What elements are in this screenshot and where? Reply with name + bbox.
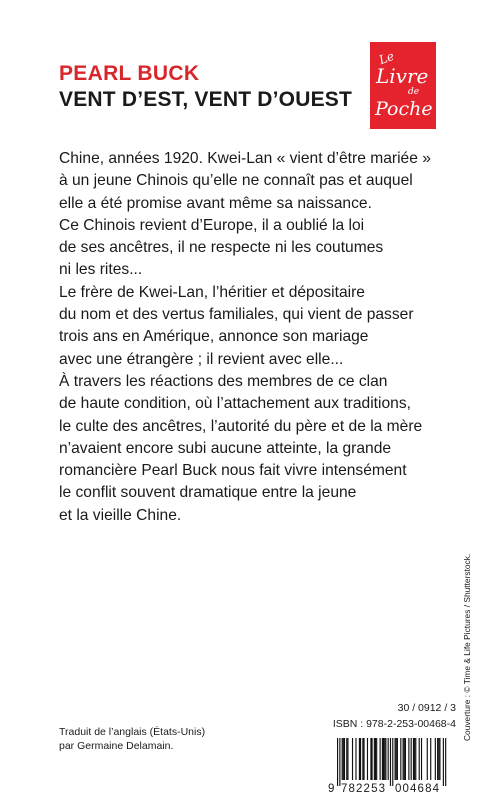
- barcode-bar: [397, 738, 398, 780]
- barcode-bar: [390, 738, 391, 786]
- barcode-bar: [344, 738, 345, 780]
- barcode-bar: [380, 738, 381, 780]
- blurb-line: elle a été promise avant même sa naissance.: [59, 194, 372, 212]
- ean-barcode: [325, 738, 456, 794]
- barcode-bar: [352, 738, 353, 780]
- barcode-bar: [367, 738, 368, 780]
- barcode-bar: [405, 738, 406, 780]
- barcode-bar: [363, 738, 364, 780]
- barcode-bar: [392, 738, 393, 786]
- barcode-bar: [376, 738, 377, 780]
- barcode-bar: [359, 738, 360, 780]
- barcode-bar: [430, 738, 431, 780]
- barcode-bar: [403, 738, 404, 780]
- logo-word-de: de: [408, 87, 420, 97]
- blurb-line: de ses ancêtres, il ne respecte ni les coutumes: [59, 239, 384, 257]
- translation-line-2: par Germaine Delamain.: [59, 740, 174, 752]
- barcode-bar: [427, 738, 428, 780]
- barcode-digits-left: 782253: [341, 783, 385, 794]
- barcode-bar: [375, 738, 376, 780]
- barcode-bar: [372, 738, 373, 780]
- barcode-first-digit: 9: [328, 783, 335, 794]
- blurb-line: À travers les réactions des membres de ce clan: [59, 372, 388, 390]
- translation-credit: [59, 725, 205, 753]
- blurb-line: Ce Chinois revient d’Europe, il a oublié la loi: [59, 216, 365, 234]
- blurb-line: Chine, années 1920. Kwei-Lan « vient d’être mariée »: [59, 150, 431, 167]
- barcode-bar: [414, 738, 415, 780]
- logo-word-poche: Poche: [375, 98, 433, 120]
- barcode-bar: [337, 738, 338, 786]
- blurb-line: Le frère de Kwei-Lan, l’héritier et dépositaire: [59, 283, 365, 301]
- barcode-bar: [362, 738, 363, 780]
- book-title: VENT D’EST, VENT D’OUEST: [59, 88, 353, 111]
- barcode-bar: [396, 738, 397, 780]
- barcode-bar: [346, 738, 347, 780]
- blurb-line: le culte des ancêtres, l’autorité du père et de la mère: [59, 417, 423, 435]
- barcode-digits-right: 004684: [395, 783, 439, 794]
- barcode-bar: [339, 738, 340, 786]
- cover-credit-text: Couverture : © Time & Life Pictures / Shutterstock.: [462, 553, 472, 741]
- barcode-bar: [385, 738, 386, 780]
- translation-line-1: Traduit de l’anglais (États-Unis): [59, 726, 206, 738]
- reference-code: 30 / 0912 / 3: [397, 702, 456, 714]
- barcode-bar: [382, 738, 383, 780]
- le-livre-de-poche-logo: [370, 42, 436, 129]
- back-cover-blurb: [59, 148, 439, 527]
- barcode-bar: [370, 738, 371, 780]
- blurb-line: le conflit souvent dramatique entre la jeune: [59, 484, 357, 502]
- publication-codes: [333, 700, 456, 732]
- blurb-line: ni les rites...: [59, 261, 143, 279]
- barcode-bar: [419, 738, 420, 780]
- barcode-bar: [413, 738, 414, 780]
- blurb-line: avec une étrangère ; il revient avec elle...: [59, 350, 344, 368]
- blurb-line: et la vieille Chine.: [59, 506, 182, 524]
- blurb-line: du nom et des vertus familiales, qui vient de passer: [59, 306, 414, 324]
- logo-word-livre: Livre: [376, 64, 429, 88]
- barcode-bar: [437, 738, 438, 780]
- barcode-bar: [343, 738, 344, 780]
- barcode-bar: [411, 738, 412, 780]
- barcode-bar: [384, 738, 385, 780]
- barcode-bar: [439, 738, 440, 780]
- barcode-bar: [445, 738, 446, 786]
- barcode-bar: [404, 738, 405, 780]
- blurb-line: de haute condition, où l’attachement aux traditions,: [59, 395, 411, 413]
- barcode-bar: [435, 738, 436, 780]
- barcode-bar: [360, 738, 361, 780]
- barcode-bar: [342, 738, 343, 780]
- barcode-bars: [337, 738, 446, 786]
- barcode-bar: [374, 738, 375, 780]
- barcode-bar: [395, 738, 396, 780]
- blurb-line: n’avaient encore subi aucune atteinte, la grande: [59, 439, 392, 457]
- barcode-bar: [438, 738, 439, 780]
- barcode-bar: [400, 738, 401, 780]
- author-name: PEARL BUCK: [59, 62, 200, 85]
- blurb-line: à un jeune Chinois qu’elle ne connaît pas et auquel: [59, 172, 413, 190]
- isbn-code: ISBN : 978-2-253-00468-4: [332, 718, 456, 730]
- barcode-bar: [347, 738, 348, 780]
- logo-word-le: Le: [377, 48, 397, 68]
- blurb-line: romancière Pearl Buck nous fait vivre intensément: [59, 462, 407, 480]
- barcode-bar: [443, 738, 444, 786]
- blurb-line: trois ans en Amérique, annonce son mariage: [59, 328, 369, 346]
- barcode-bar: [383, 738, 384, 780]
- barcode-bar: [408, 738, 409, 780]
- barcode-bar: [355, 738, 356, 780]
- barcode-bar: [421, 738, 422, 780]
- barcode-bar: [415, 738, 416, 780]
- barcode-bar: [388, 738, 389, 780]
